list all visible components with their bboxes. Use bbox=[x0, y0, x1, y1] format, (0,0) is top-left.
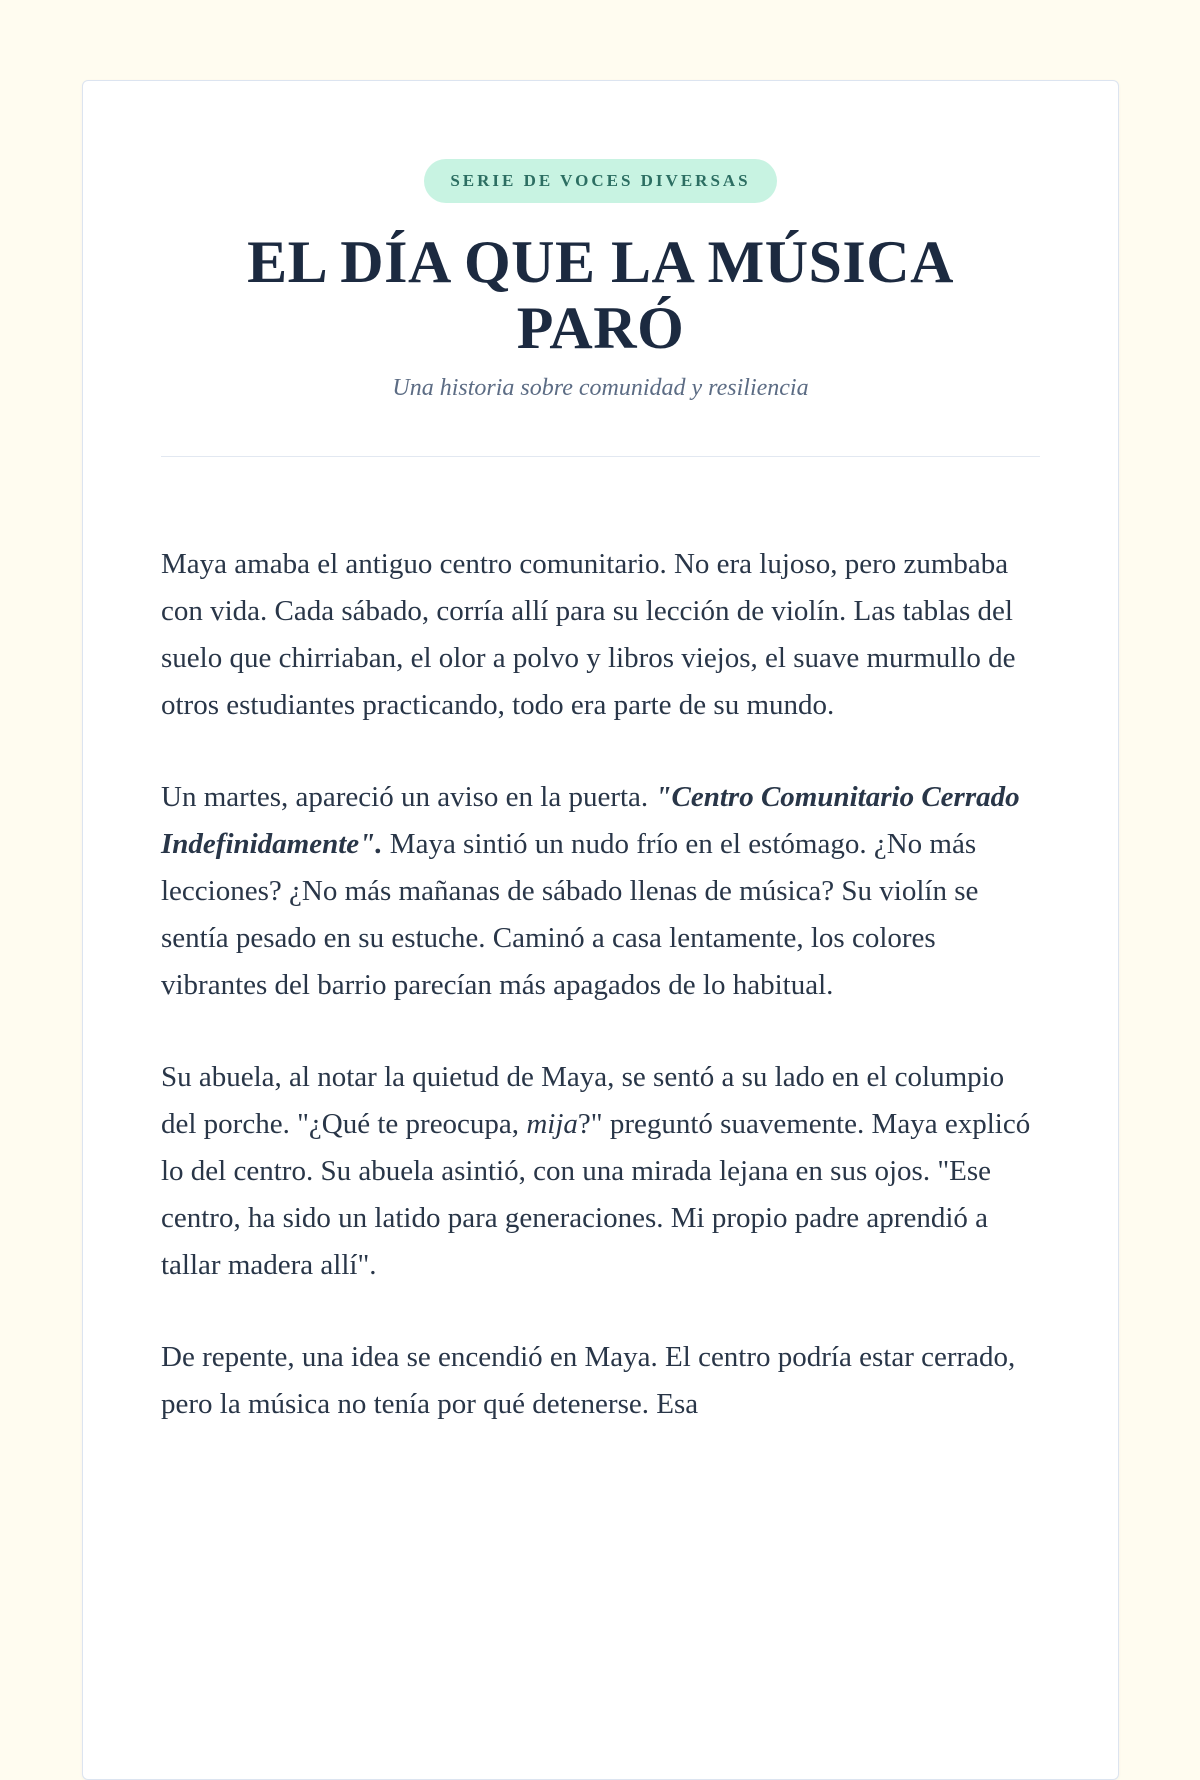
paragraph-3-text: Su abuela, al notar la quietud de Maya, se sentó a su lado en el columpio del porche. "¿Qué te preocupa, bbox=[161, 1061, 1005, 1140]
header-divider bbox=[161, 456, 1040, 457]
paragraph-2-text: Un martes, apareció un aviso en la puerta. bbox=[161, 781, 656, 813]
paragraph-4 bbox=[161, 1334, 1040, 1428]
page-title bbox=[161, 229, 1040, 361]
paragraph-3-text-cont: ?" preguntó suavemente. Maya explicó lo del centro. Su abuela asintió, con una mirada lejana en sus ojos. "Ese centro, ha sido un latido para generaciones. Mi propio padre aprendió a tallar madera allí". bbox=[161, 1108, 1031, 1281]
paragraph-1 bbox=[161, 541, 1040, 729]
paragraph-2-text-cont: Maya sintió un nudo frío en el estómago. ¿No más lecciones? ¿No más mañanas de sábado llenas de música? Su violín se sentía pesado en su estuche. Caminó a casa lentamente, los colores vibrantes del barrio parecían más apagados de lo habitual. bbox=[161, 828, 979, 1001]
paragraph-3 bbox=[161, 1054, 1040, 1289]
series-badge: SERIE DE VOCES DIVERSAS bbox=[424, 159, 776, 203]
page-title-line-2: PARÓ bbox=[516, 295, 685, 361]
paragraph-2-notice-text: "Centro Comunitario Cerrado Indefinidamente". bbox=[161, 781, 1020, 860]
article-card bbox=[82, 80, 1119, 1780]
paragraph-4-text: De repente, una idea se encendió en Maya. El centro podría estar cerrado, pero la música no tenía por qué detenerse. Esa bbox=[161, 1341, 1016, 1420]
article-subtitle: Una historia sobre comunidad y resiliencia bbox=[392, 375, 809, 401]
paragraph-2 bbox=[161, 774, 1040, 1009]
article-body bbox=[161, 541, 1040, 1428]
page-title-line-1: EL DÍA QUE LA MÚSICA bbox=[247, 229, 954, 295]
paragraph-1-text: Maya amaba el antiguo centro comunitario. No era lujoso, pero zumbaba con vida. Cada sábado, corría allí para su lección de violín. Las tablas del suelo que chirriaban, el olor a polvo y libros viejos, el suave murmullo de otros estudiantes practicando, todo era parte de su mundo. bbox=[161, 548, 1016, 721]
article-header bbox=[161, 159, 1040, 457]
paragraph-3-mija-text: mija bbox=[526, 1108, 578, 1140]
